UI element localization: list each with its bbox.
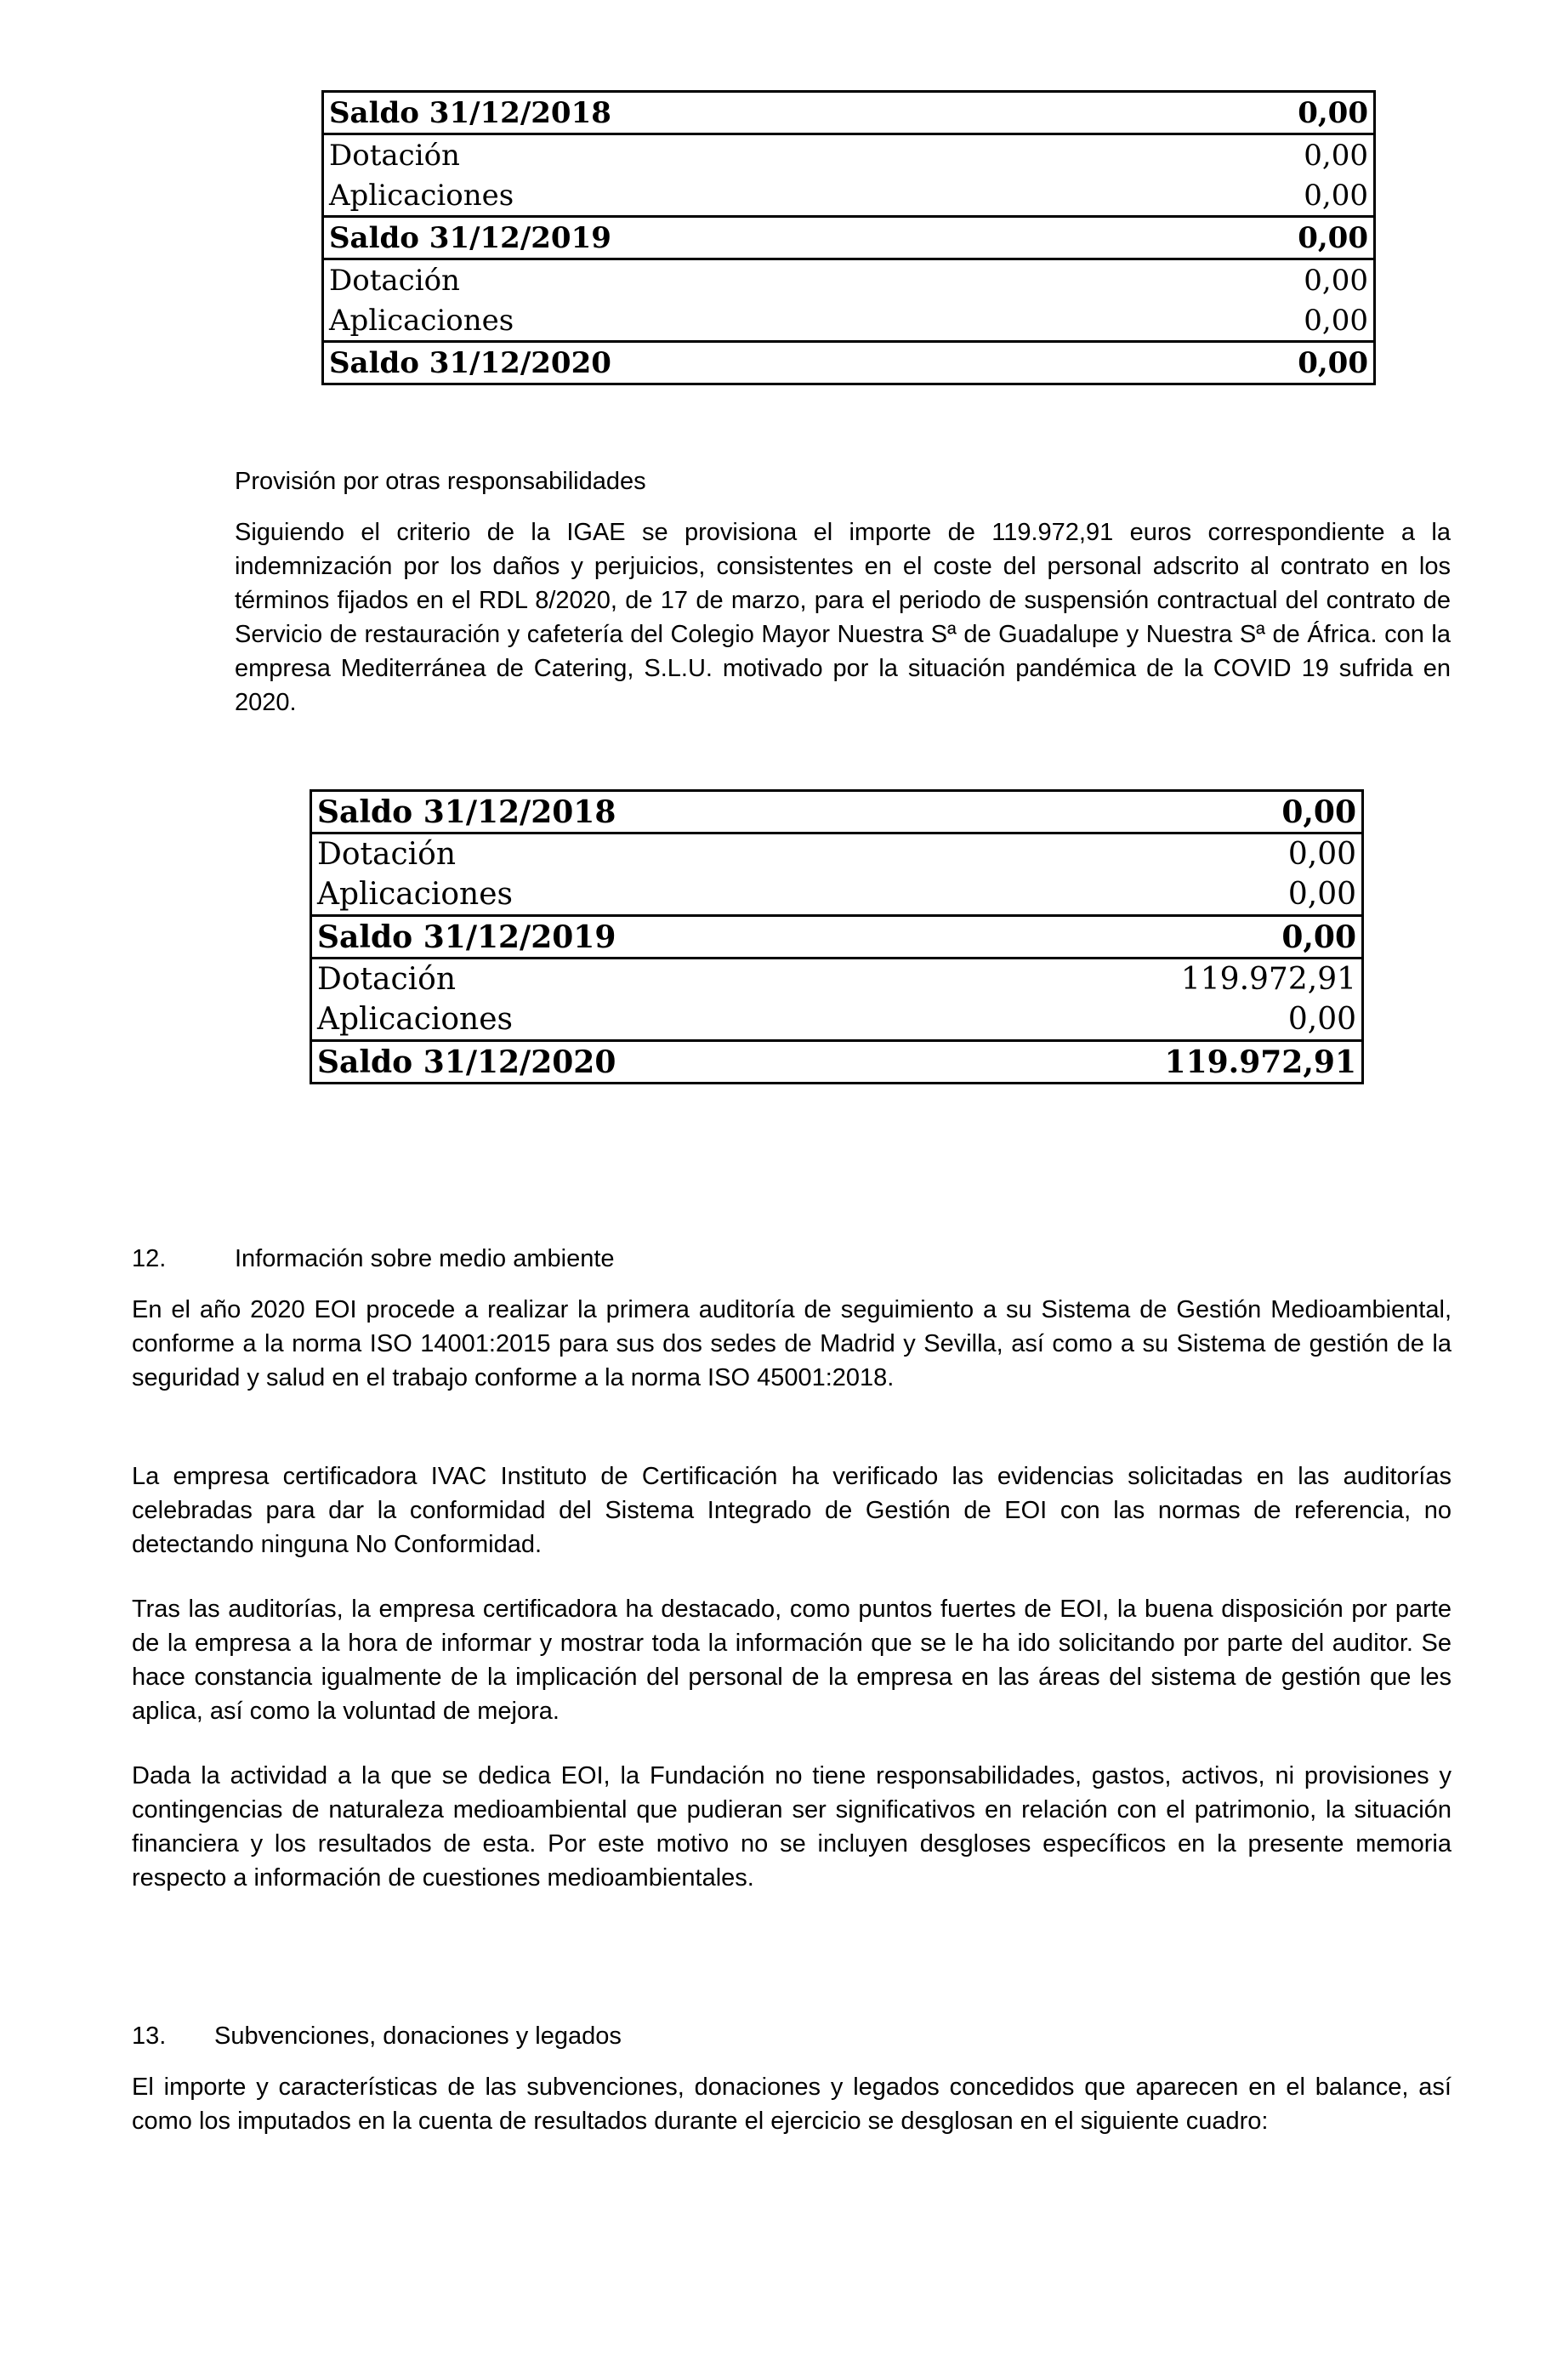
section-13-number: 13.: [132, 2022, 167, 2050]
row-value: 0,00: [1304, 303, 1368, 338]
table-row: [311, 999, 1363, 1041]
table-row: [323, 175, 1375, 217]
row-value: 0,00: [1145, 217, 1375, 259]
table-row: [323, 92, 1375, 134]
provision-table-1: [321, 90, 1376, 385]
row-label: Dotación: [317, 837, 457, 872]
row-label: Saldo 31/12/2019: [311, 916, 946, 959]
section-12-number: 12.: [132, 1245, 167, 1272]
row-label: Saldo 31/12/2020: [323, 342, 1145, 384]
section-12-paragraph-3: Tras las auditorías, la empresa certificadora ha destacado, como puntos fuertes de EOI, la buena disposición por parte de la empresa a la hora de informar y mostrar toda la información que se le ha ido solicitando por parte del auditor. Se hace constancia igualmente de la implicación del personal de la empresa en las áreas del sistema de gestión que les aplica, así como la voluntad de mejora.: [132, 1596, 1452, 1725]
table-row: [323, 300, 1375, 342]
row-value: 119.972,91: [946, 1041, 1363, 1084]
row-value: 0,00: [946, 791, 1363, 833]
table-row: [311, 959, 1363, 1000]
row-label: Aplicaciones: [329, 178, 514, 213]
section-12-paragraph-4: Dada la actividad a la que se dedica EOI, la Fundación no tiene responsabilidades, gastos, activos, ni provisiones y contingencias de naturaleza medioambiental que pudieran ser significativos en relación con el patrimonio, la situación financiera y los resultados de esta. Por este motivo no se incluyen desgloses específicos en la presente memoria respecto a información de cuestiones medioambientales.: [132, 1762, 1452, 1892]
row-label: Saldo 31/12/2018: [311, 791, 946, 833]
row-label: Dotación: [329, 263, 460, 298]
table-row: [311, 791, 1363, 833]
table-row: [323, 342, 1375, 384]
table-row: [323, 217, 1375, 259]
row-label: Saldo 31/12/2020: [311, 1041, 946, 1084]
table-row: [323, 134, 1375, 176]
table-row: [311, 874, 1363, 916]
section-13-paragraph: El importe y características de las subvenciones, donaciones y legados concedidos que aparecen en el balance, así como los imputados en la cuenta de resultados durante el ejercicio se desglosan en el siguiente cuadro:: [132, 2074, 1452, 2135]
row-label: Dotación: [329, 138, 460, 173]
row-label: Aplicaciones: [317, 877, 514, 912]
row-label: Saldo 31/12/2018: [323, 92, 1145, 134]
row-value: 0,00: [1287, 1002, 1356, 1037]
table-row: [311, 1041, 1363, 1084]
section-13-title: Subvenciones, donaciones y legados: [214, 2022, 622, 2050]
row-value: 0,00: [1304, 178, 1368, 213]
provision-paragraph: Siguiendo el criterio de la IGAE se provisiona el importe de 119.972,91 euros correspondiente a la indemnización por los daños y perjuicios, consistentes en el coste del personal adscrito al contrato en los términos fijados en el RDL 8/2020, de 17 de marzo, para el periodo de suspensión contractual del contrato de Servicio de restauración y cafetería del Colegio Mayor Nuestra Sª de Guadalupe y Nuestra Sª de África. con la empresa Mediterránea de Catering, S.L.U. motivado por la situación pandémica de la COVID 19 sufrida en 2020.: [235, 519, 1451, 716]
section-12-paragraph-1: En el año 2020 EOI procede a realizar la primera auditoría de seguimiento a su Sistema de Gestión Medioambiental, conforme a la norma ISO 14001:2015 para sus dos sedes de Madrid y Sevilla, así como a su Sistema de gestión de la seguridad y salud en el trabajo conforme a la norma ISO 45001:2018.: [132, 1296, 1452, 1391]
row-value: 0,00: [1145, 92, 1375, 134]
table-row: [323, 259, 1375, 301]
row-label: Dotación: [317, 962, 457, 997]
section-12-paragraph-2: La empresa certificadora IVAC Instituto de Certificación ha verificado las evidencias solicitadas en las auditorías celebradas para dar la conformidad del Sistema Integrado de Gestión de EOI con las normas de referencia, no detectando ninguna No Conformidad.: [132, 1463, 1452, 1558]
provision-table-2: [310, 789, 1364, 1084]
row-label: Aplicaciones: [317, 1002, 514, 1037]
provision-heading: Provisión por otras responsabilidades: [235, 468, 646, 495]
row-value: 0,00: [1287, 837, 1356, 872]
table-row: [311, 833, 1363, 875]
table-row: [311, 916, 1363, 959]
row-value: 0,00: [1287, 877, 1356, 912]
row-value: 119.972,91: [1180, 962, 1356, 997]
row-value: 0,00: [946, 916, 1363, 959]
row-value: 0,00: [1304, 263, 1368, 298]
row-value: 0,00: [1304, 138, 1368, 173]
section-12-title: Información sobre medio ambiente: [235, 1245, 615, 1272]
row-value: 0,00: [1145, 342, 1375, 384]
row-label: Saldo 31/12/2019: [323, 217, 1145, 259]
row-label: Aplicaciones: [329, 303, 514, 338]
